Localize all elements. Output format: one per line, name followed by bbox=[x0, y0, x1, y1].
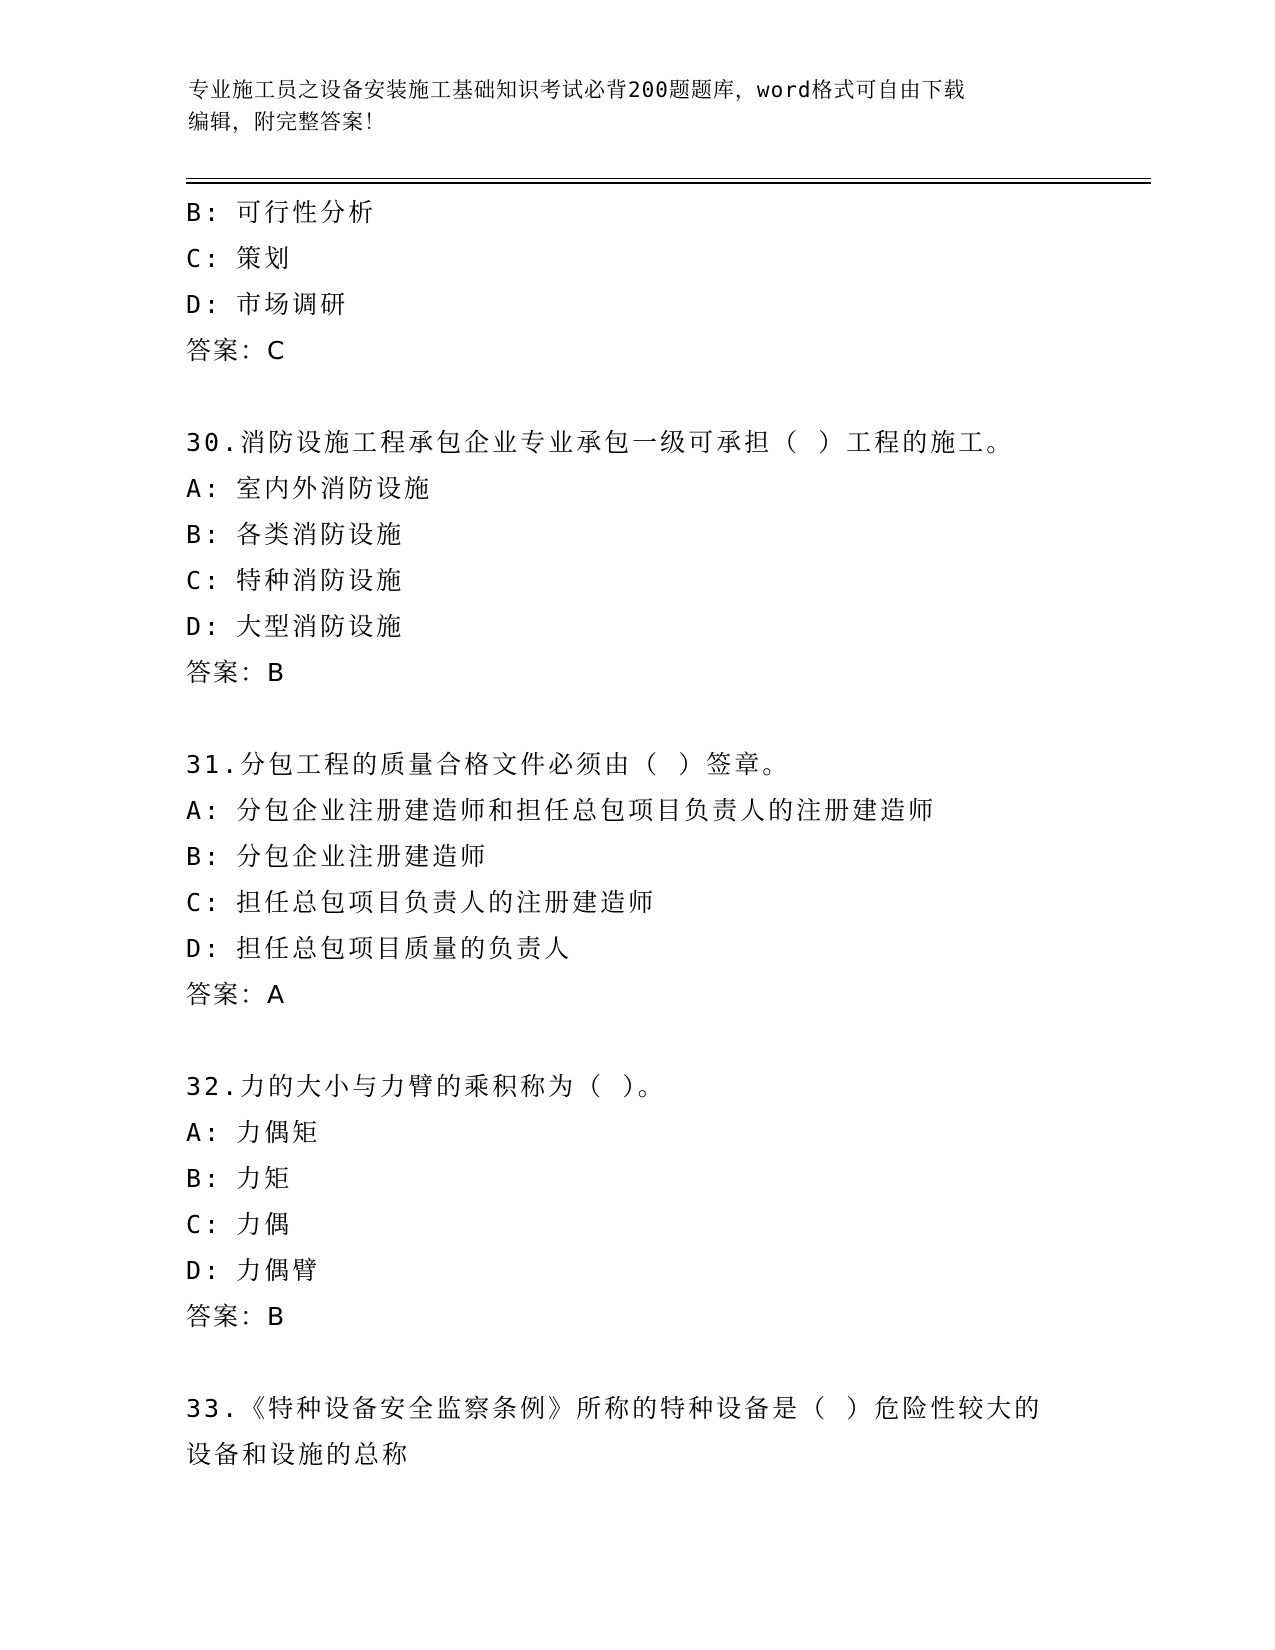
header-divider-thin bbox=[186, 178, 1151, 179]
option-label: A: bbox=[186, 474, 223, 503]
option-d bbox=[186, 1248, 1146, 1294]
question-32-block bbox=[186, 1064, 1146, 1340]
answer-line: 答案：A bbox=[186, 980, 287, 1009]
spacer bbox=[186, 1340, 1146, 1386]
header-divider-thick bbox=[186, 182, 1151, 184]
answer-line: 答案：C bbox=[186, 336, 287, 365]
option-b bbox=[186, 1156, 1146, 1202]
option-label: D: bbox=[186, 1256, 223, 1285]
spacer bbox=[186, 696, 1146, 742]
option-b bbox=[186, 512, 1146, 558]
option-text: 室内外消防设施 bbox=[236, 474, 433, 503]
option-text: 各类消防设施 bbox=[236, 520, 405, 549]
option-a bbox=[186, 788, 1146, 834]
option-text: 分包企业注册建造师和担任总包项目负责人的注册建造师 bbox=[236, 796, 937, 825]
option-text: 力矩 bbox=[236, 1164, 293, 1193]
option-label: A: bbox=[186, 1118, 223, 1147]
option-c bbox=[186, 558, 1146, 604]
option-label: C: bbox=[186, 888, 223, 917]
option-d bbox=[186, 604, 1146, 650]
option-label: A: bbox=[186, 796, 223, 825]
option-b bbox=[186, 834, 1146, 880]
option-text: 力偶矩 bbox=[236, 1118, 321, 1147]
option-label: B: bbox=[186, 520, 223, 549]
option-text: 力偶臂 bbox=[236, 1256, 321, 1285]
document-header bbox=[188, 74, 1088, 138]
option-c bbox=[186, 1202, 1146, 1248]
option-text: 大型消防设施 bbox=[236, 612, 405, 641]
question-text: 32.力的大小与力臂的乘积称为（ ）。 bbox=[186, 1072, 666, 1101]
option-label: B: bbox=[186, 198, 223, 227]
option-a bbox=[186, 466, 1146, 512]
option-c bbox=[186, 236, 1146, 282]
header-line-1: 专业施工员之设备安装施工基础知识考试必背200题题库，word格式可自由下载 bbox=[188, 78, 966, 102]
option-text: 特种消防设施 bbox=[236, 566, 405, 595]
option-label: D: bbox=[186, 290, 223, 319]
answer-line: 答案：B bbox=[186, 658, 287, 687]
question-31-block bbox=[186, 742, 1146, 1018]
option-label: C: bbox=[186, 1210, 223, 1239]
question-29-block bbox=[186, 190, 1146, 374]
question-text: 31.分包工程的质量合格文件必须由（ ）签章。 bbox=[186, 750, 791, 779]
option-label: C: bbox=[186, 566, 223, 595]
option-text: 力偶 bbox=[236, 1210, 293, 1239]
option-label: D: bbox=[186, 612, 223, 641]
option-text: 担任总包项目质量的负责人 bbox=[236, 934, 573, 963]
answer-line: 答案：B bbox=[186, 1302, 287, 1331]
option-text: 可行性分析 bbox=[236, 198, 377, 227]
option-text: 分包企业注册建造师 bbox=[236, 842, 489, 871]
question-text: 33.《特种设备安全监察条例》所称的特种设备是（ ）危险性较大的设备和设施的总称 bbox=[186, 1394, 1043, 1469]
question-33-block bbox=[186, 1386, 1146, 1478]
spacer bbox=[186, 1018, 1146, 1064]
option-label: B: bbox=[186, 842, 223, 871]
question-list bbox=[186, 190, 1146, 1478]
option-text: 策划 bbox=[236, 244, 293, 273]
option-label: C: bbox=[186, 244, 223, 273]
header-line-2: 编辑，附完整答案！ bbox=[188, 110, 386, 134]
option-c bbox=[186, 880, 1146, 926]
option-d bbox=[186, 926, 1146, 972]
question-text: 30.消防设施工程承包企业专业承包一级可承担（ ）工程的施工。 bbox=[186, 428, 1015, 457]
option-label: D: bbox=[186, 934, 223, 963]
option-b bbox=[186, 190, 1146, 236]
question-30-block bbox=[186, 420, 1146, 696]
option-text: 担任总包项目负责人的注册建造师 bbox=[236, 888, 657, 917]
option-label: B: bbox=[186, 1164, 223, 1193]
option-a bbox=[186, 1110, 1146, 1156]
spacer bbox=[186, 374, 1146, 420]
option-d bbox=[186, 282, 1146, 328]
option-text: 市场调研 bbox=[236, 290, 349, 319]
